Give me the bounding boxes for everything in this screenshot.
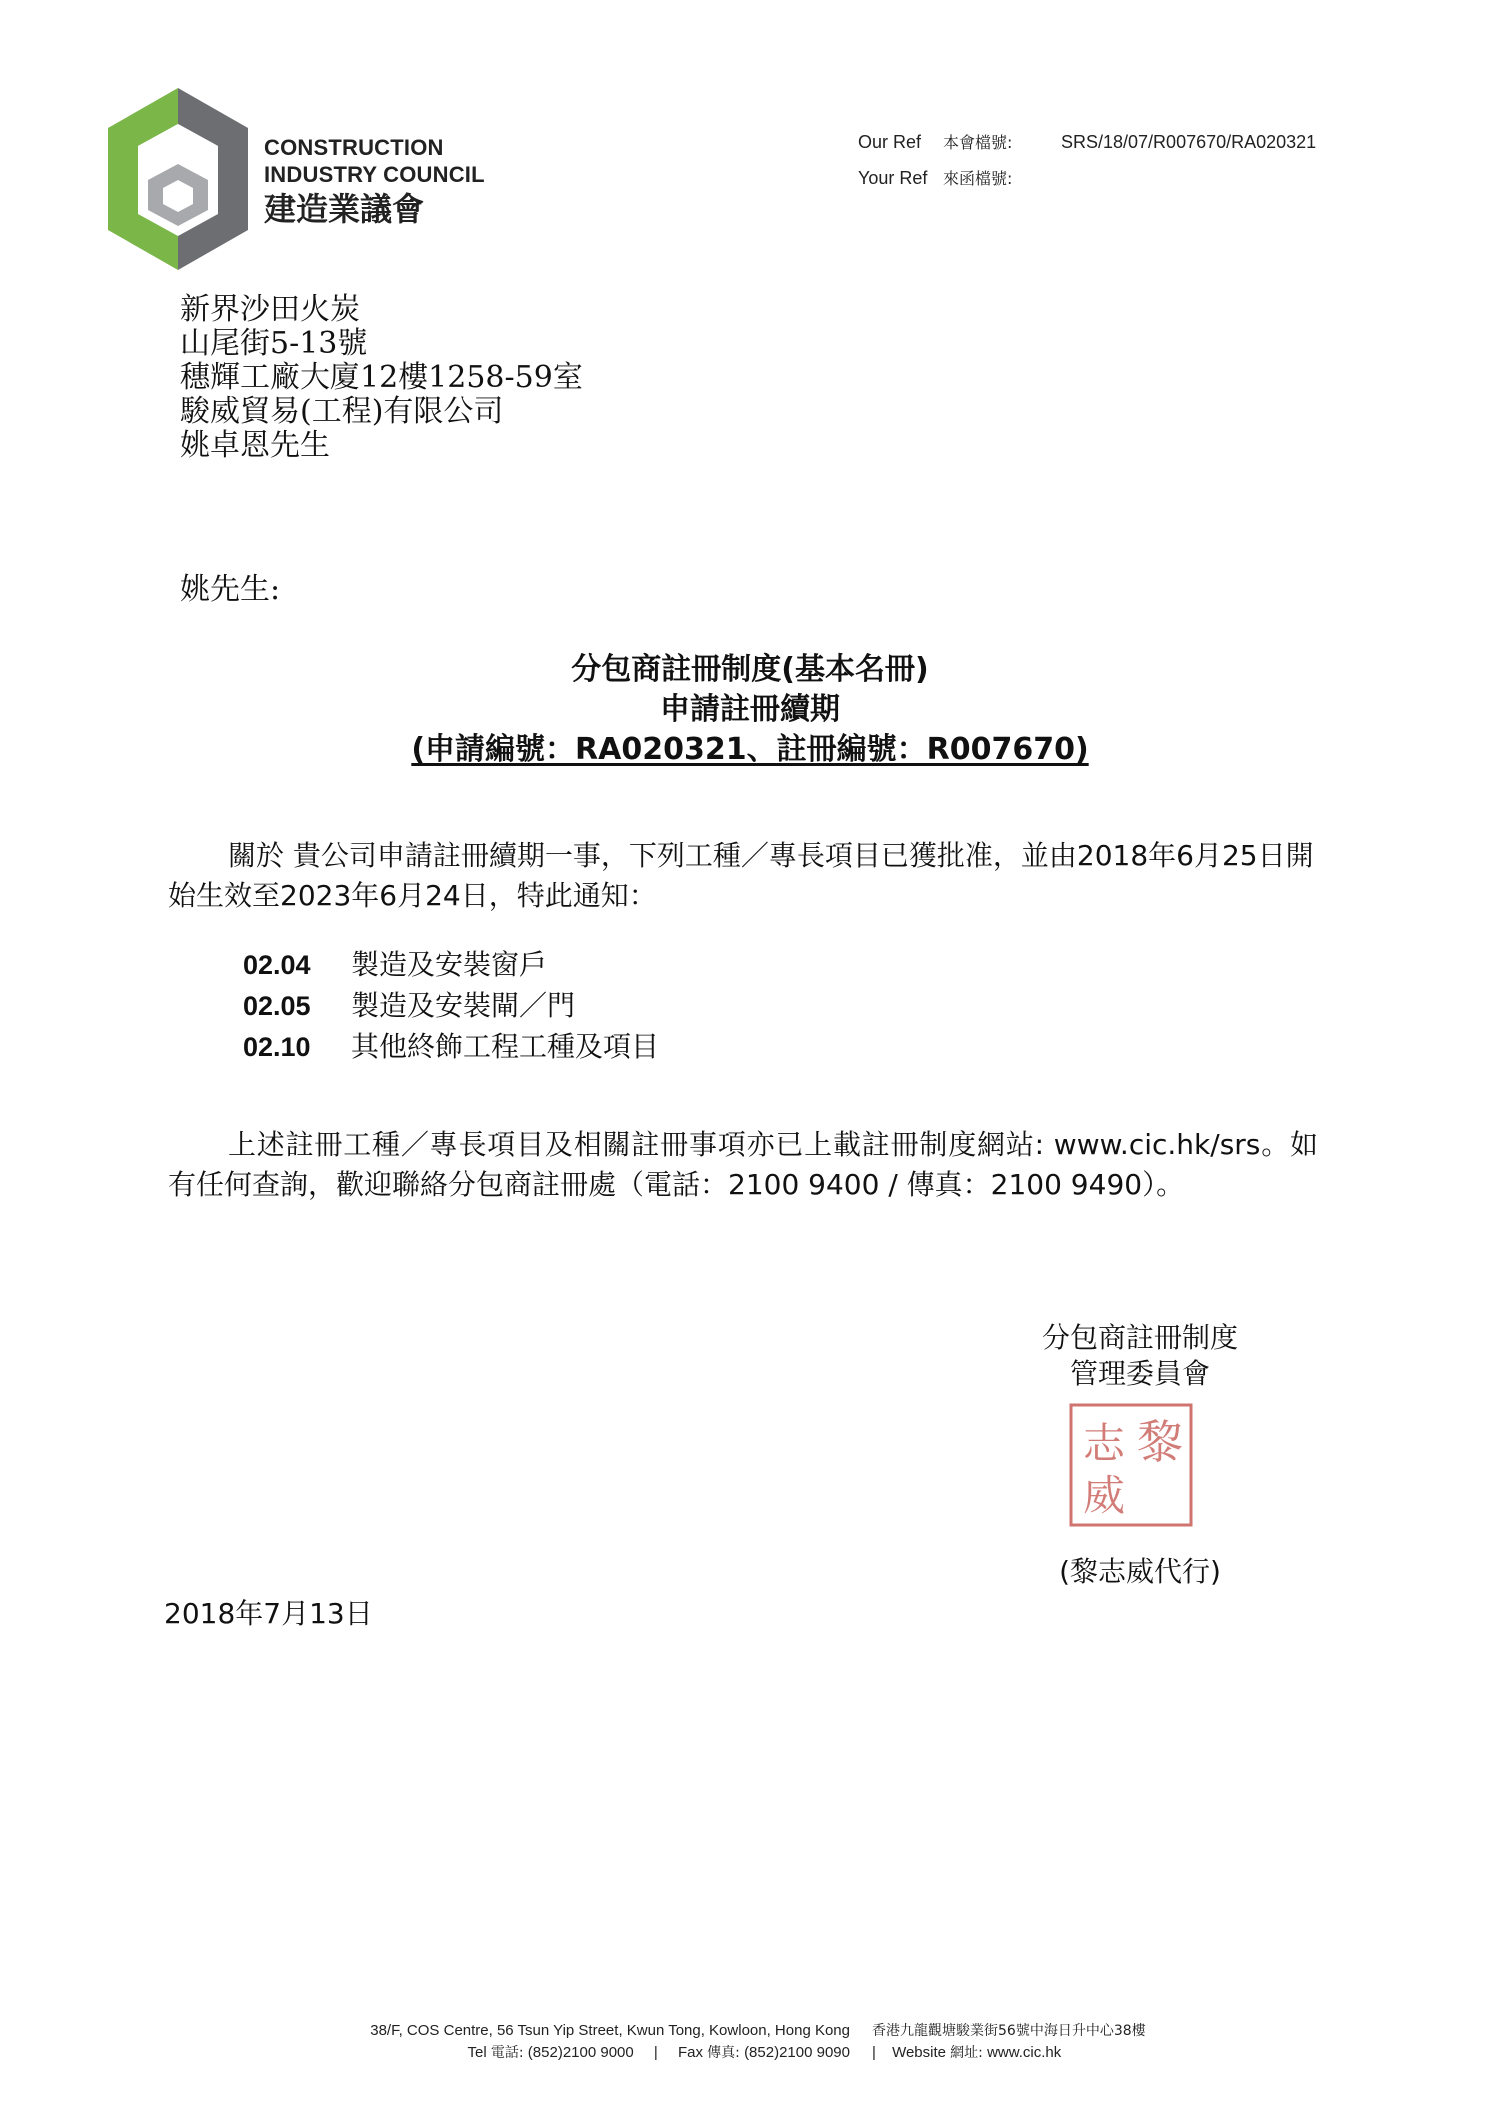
letter-date: 2018年7月13日 bbox=[164, 1597, 373, 1630]
signoff-line2: 管理委員會 bbox=[1069, 1357, 1210, 1390]
logo-text bbox=[264, 134, 485, 228]
proxy-signature: (黎志威代行) bbox=[1059, 1555, 1221, 1588]
item-code: 02.05 bbox=[243, 991, 311, 1021]
title-line2: 申請註冊續期 bbox=[660, 692, 840, 727]
web-zh: 網址: bbox=[950, 2045, 983, 2061]
list-item bbox=[243, 985, 659, 1026]
item-desc: 製造及安裝閘／門 bbox=[351, 989, 576, 1022]
salutation: 姚先生: bbox=[180, 572, 281, 607]
recipient-address bbox=[180, 293, 583, 463]
logo-name-en-line1: CONSTRUCTION bbox=[264, 135, 444, 160]
title-line1: 分包商註冊制度(基本名冊) bbox=[571, 652, 929, 687]
address-line: 駿威貿易(工程)有限公司 bbox=[180, 394, 504, 429]
list-item bbox=[243, 1026, 659, 1067]
title-line3: (申請編號：RA020321、註冊編號：R007670) bbox=[411, 732, 1089, 767]
item-code: 02.04 bbox=[243, 950, 311, 980]
approved-items-list bbox=[243, 944, 659, 1067]
address-line: 新界沙田火炭 bbox=[180, 292, 360, 327]
footer-contact-row bbox=[240, 2042, 1260, 2064]
separator: | bbox=[653, 2044, 658, 2061]
signoff-line1: 分包商註冊制度 bbox=[1041, 1321, 1238, 1354]
your-ref-label: Your Ref bbox=[858, 168, 928, 188]
tel-value: (852)2100 9000 bbox=[527, 2044, 634, 2061]
address-line: 姚卓恩先生 bbox=[180, 428, 330, 463]
footer-address-en: 38/F, COS Centre, 56 Tsun Yip Street, Kwun Tong, Kowloon, Hong Kong bbox=[370, 2022, 850, 2039]
footer-website bbox=[872, 2042, 1061, 2064]
address-line: 山尾街5-13號 bbox=[180, 326, 368, 361]
logo-name-en-line2: INDUSTRY COUNCIL bbox=[264, 162, 485, 187]
your-ref-zh: 來函檔號: bbox=[943, 169, 1013, 188]
our-ref-value: SRS/18/07/R007670/RA020321 bbox=[1061, 132, 1317, 152]
tel-label: Tel bbox=[467, 2044, 487, 2061]
fax-value: (852)2100 9090 bbox=[744, 2044, 850, 2061]
paragraph-approval: 關於 貴公司申請註冊續期一事，下列工種／專長項目已獲批准，並由2018年6月25日開始生效至2023年6月24日，特此通知： bbox=[168, 839, 1314, 912]
footer-address-row bbox=[240, 2020, 1260, 2042]
footer-tel-fax bbox=[240, 2042, 850, 2064]
web-label: Website bbox=[892, 2044, 946, 2061]
our-ref-zh: 本會檔號: bbox=[943, 133, 1013, 152]
web-value[interactable]: www.cic.hk bbox=[987, 2044, 1062, 2061]
reference-block bbox=[858, 130, 1316, 202]
signoff bbox=[1020, 1320, 1260, 1392]
item-code: 02.10 bbox=[243, 1032, 311, 1062]
fax-label: Fax bbox=[677, 2044, 703, 2061]
tel-zh: 電話: bbox=[490, 2045, 524, 2061]
address-line: 穗輝工廠大廈12樓1258-59室 bbox=[180, 360, 583, 395]
our-ref-row bbox=[858, 130, 1316, 166]
cic-logo-icon bbox=[108, 88, 248, 270]
logo-name-zh: 建造業議會 bbox=[264, 190, 425, 228]
separator: | bbox=[872, 2044, 876, 2061]
footer-address-zh: 香港九龍觀塘駿業街56號中海日升中心38樓 bbox=[872, 2023, 1146, 2039]
list-item bbox=[243, 944, 659, 985]
footer bbox=[240, 2020, 1260, 2064]
item-desc: 其他終飾工程工種及項目 bbox=[351, 1030, 660, 1063]
svg-text:志: 志 bbox=[1082, 1419, 1126, 1468]
svg-text:黎: 黎 bbox=[1137, 1415, 1183, 1469]
our-ref-label: Our Ref bbox=[858, 132, 922, 152]
svg-text:威: 威 bbox=[1082, 1471, 1126, 1520]
letter-title bbox=[300, 650, 1200, 770]
paragraph-contact: 上述註冊工種／專長項目及相關註冊事項亦已上載註冊制度網站: www.cic.hk/srs。如有任何查詢，歡迎聯絡分包商註冊處（電話：2100 9400 / 傳真：2100 9490）。 bbox=[168, 1128, 1318, 1201]
seal-stamp-icon bbox=[1068, 1402, 1194, 1528]
fax-zh: 傳真: bbox=[707, 2045, 740, 2061]
item-desc: 製造及安裝窗戶 bbox=[351, 948, 548, 981]
your-ref-row bbox=[858, 166, 1316, 202]
